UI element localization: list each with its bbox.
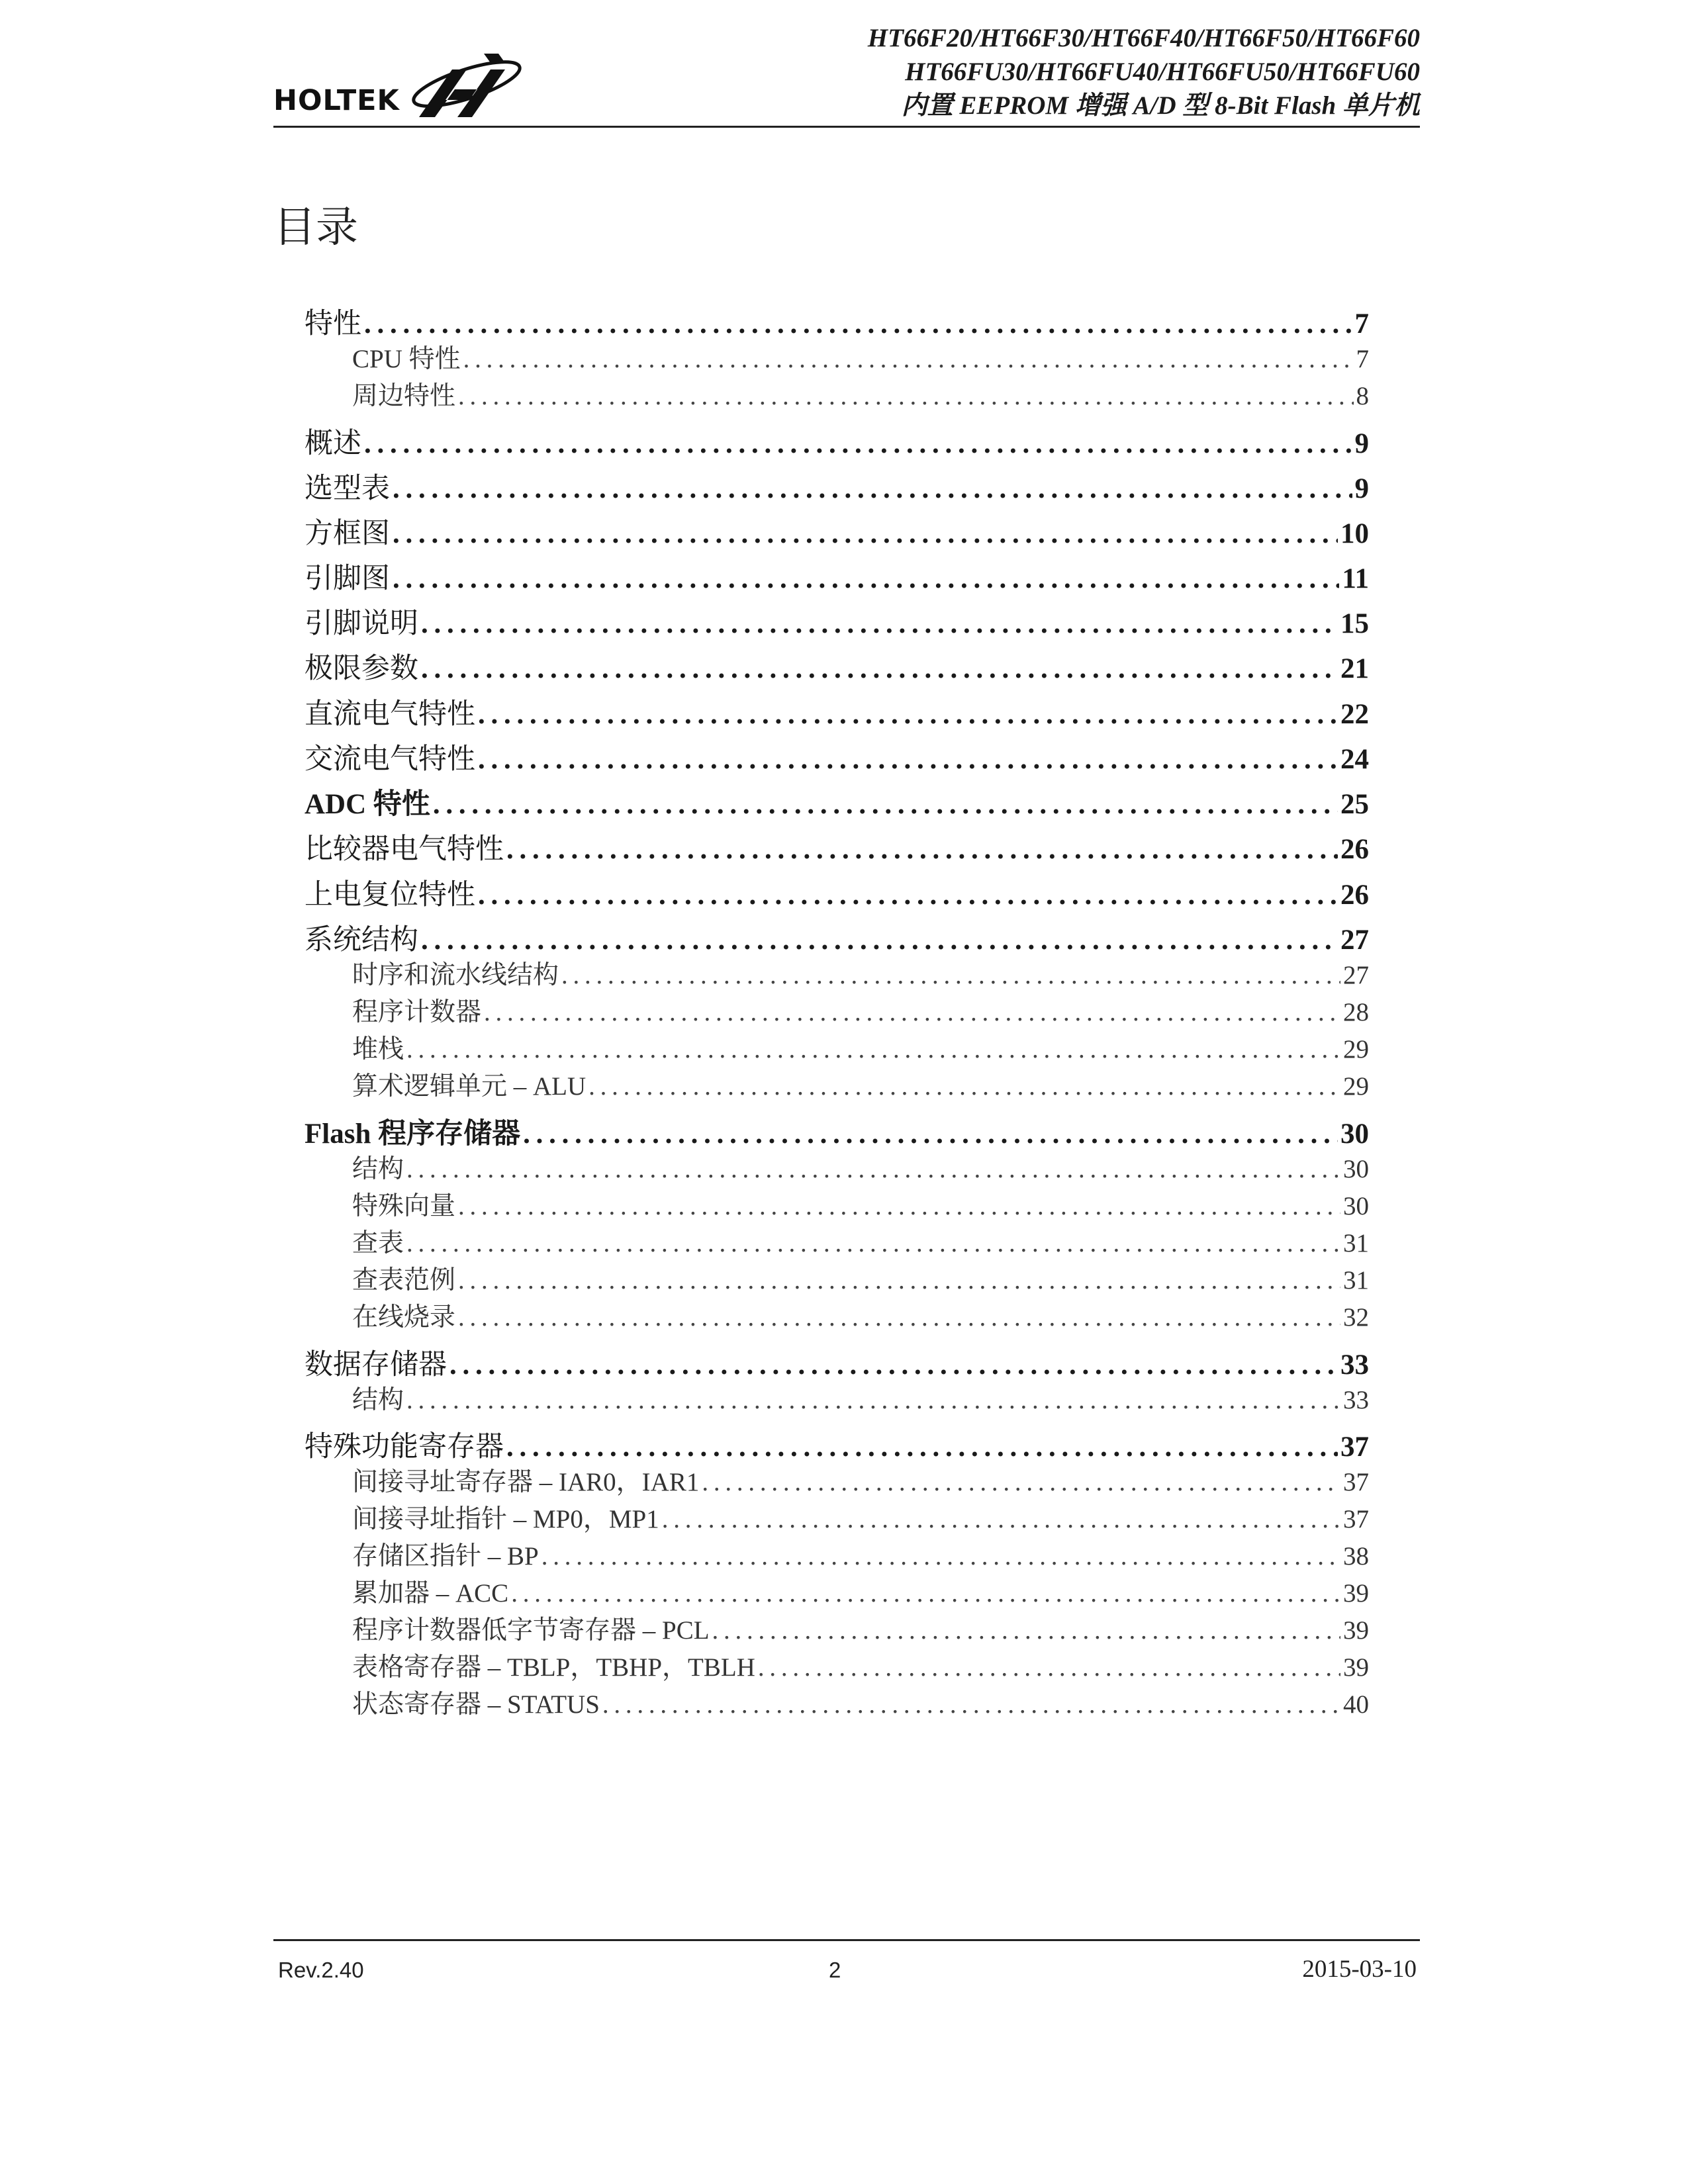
toc-page-number: 33: [1340, 1349, 1369, 1381]
toc-leader-dots: [662, 1504, 1340, 1534]
toc-chapter-entry[interactable]: [305, 827, 1369, 867]
toc-entry-title: 查表: [352, 1229, 404, 1257]
toc-entry-title: 在线烧录: [352, 1303, 456, 1332]
toc-chapter-entry[interactable]: [305, 692, 1369, 732]
toc-entry-title: 时序和流水线结构: [352, 961, 559, 989]
toc-page-number: 30: [1340, 1118, 1369, 1150]
toc-entry-title: 查表范例: [352, 1266, 456, 1295]
toc-page-number: 29: [1343, 1072, 1369, 1101]
toc-page-number: 40: [1343, 1690, 1369, 1719]
toc-section-entry[interactable]: [305, 1259, 1369, 1297]
header-line-1: HT66F20/HT66F30/HT66F40/HT66F50/HT66F60: [867, 24, 1420, 52]
toc-page-number: 27: [1340, 925, 1369, 956]
toc-chapter-entry[interactable]: [305, 421, 1369, 461]
toc-page-number: 33: [1343, 1386, 1369, 1414]
toc-page-number: 31: [1343, 1229, 1369, 1257]
toc-page-number: 7: [1356, 345, 1369, 373]
toc-entry-title: 间接寻址寄存器 – IAR0，IAR1: [352, 1468, 700, 1496]
toc-section-entry[interactable]: [305, 1148, 1369, 1185]
toc-page-number: 26: [1340, 880, 1369, 911]
logo-text: HOLTEK: [273, 84, 400, 117]
toc-chapter-entry[interactable]: [305, 556, 1369, 596]
toc-entry-title: 引脚说明: [305, 607, 418, 640]
toc-section-entry[interactable]: [305, 1535, 1369, 1572]
toc-chapter-entry[interactable]: [305, 737, 1369, 777]
toc-page-number: 10: [1340, 518, 1369, 549]
toc-page-number: 24: [1340, 744, 1369, 775]
toc-page-number: 37: [1343, 1505, 1369, 1533]
toc-leader-dots: [364, 428, 1352, 460]
toc-section-entry[interactable]: [305, 1297, 1369, 1334]
revision-label: Rev.2.40: [278, 1958, 364, 1982]
footer-divider: [273, 1939, 1420, 1941]
toc-entry-title: 比较器电气特性: [305, 833, 504, 866]
toc-section-entry[interactable]: [305, 1066, 1369, 1103]
toc-entry-title: 特性: [305, 307, 361, 340]
toc-entry-title: CPU 特性: [352, 345, 461, 373]
toc-leader-dots: [406, 1154, 1340, 1184]
toc-entry-title: 上电复位特性: [305, 878, 475, 911]
toc-leader-dots: [421, 608, 1338, 640]
toc-entry-title: 表格寄存器 – TBLP，TBHP，TBLH: [352, 1653, 755, 1682]
toc-leader-dots: [406, 1385, 1340, 1415]
toc-section-entry[interactable]: [305, 1222, 1369, 1259]
toc-entry-title: 状态寄存器 – STATUS: [352, 1690, 600, 1719]
page-title: 目录: [273, 203, 358, 252]
toc-leader-dots: [758, 1653, 1340, 1682]
toc-entry-title: 直流电气特性: [305, 698, 475, 731]
toc-page-number: 30: [1343, 1155, 1369, 1183]
toc-leader-dots: [458, 381, 1353, 411]
toc-entry-title: 选型表: [305, 472, 390, 505]
toc-section-entry[interactable]: [305, 1572, 1369, 1610]
toc-chapter-entry[interactable]: [305, 782, 1369, 822]
toc-leader-dots: [478, 879, 1338, 911]
toc-section-entry[interactable]: [305, 1461, 1369, 1498]
toc-page-number: 21: [1340, 653, 1369, 684]
toc-entry-title: 极限参数: [305, 652, 418, 685]
toc-page-number: 8: [1356, 382, 1369, 410]
toc-entry-title: 结构: [352, 1155, 404, 1183]
toc-page-number: 22: [1340, 699, 1369, 730]
toc-leader-dots: [406, 1034, 1340, 1064]
toc-chapter-entry[interactable]: [305, 1111, 1369, 1152]
toc-entry-title: 引脚图: [305, 562, 390, 595]
toc-entry-title: 系统结构: [305, 923, 418, 956]
page-number: 2: [829, 1958, 841, 1982]
toc-entry-title: 间接寻址指针 – MP0，MP1: [352, 1505, 659, 1533]
toc-leader-dots: [511, 1578, 1340, 1608]
toc-leader-dots: [478, 698, 1338, 731]
toc-section-entry[interactable]: [305, 375, 1369, 412]
toc-section-entry[interactable]: [305, 954, 1369, 991]
holtek-wings-icon: [406, 43, 525, 122]
toc-leader-dots: [364, 308, 1352, 340]
toc-leader-dots: [393, 563, 1339, 595]
toc-chapter-entry[interactable]: [305, 301, 1369, 341]
toc-page-number: 39: [1343, 1616, 1369, 1645]
toc-leader-dots: [484, 997, 1340, 1027]
toc-page-number: 9: [1354, 428, 1369, 459]
toc-chapter-entry[interactable]: [305, 1342, 1369, 1383]
toc-entry-title: 累加器 – ACC: [352, 1579, 509, 1608]
toc-entry-title: 特殊功能寄存器: [305, 1430, 504, 1463]
document-date: 2015-03-10: [1302, 1956, 1417, 1983]
toc-leader-dots: [421, 924, 1338, 956]
toc-leader-dots: [458, 1191, 1340, 1221]
toc-leader-dots: [406, 1228, 1340, 1258]
toc-leader-dots: [458, 1302, 1340, 1332]
toc-leader-dots: [393, 473, 1352, 505]
toc-leader-dots: [449, 1349, 1338, 1381]
header-line-3: 内置 EEPROM 增强 A/D 型 8-Bit Flash 单片机: [901, 91, 1420, 120]
toc-chapter-entry[interactable]: [305, 511, 1369, 551]
toc-leader-dots: [506, 833, 1338, 866]
toc-leader-dots: [702, 1467, 1340, 1497]
toc-entry-title: 存储区指针 – BP: [352, 1542, 539, 1570]
toc-page-number: 29: [1343, 1035, 1369, 1064]
toc-section-entry[interactable]: [305, 991, 1369, 1028]
toc-chapter-entry[interactable]: [305, 1424, 1369, 1465]
toc-page-number: 7: [1354, 308, 1369, 340]
toc-entry-title: 程序计数器低字节寄存器 – PCL: [352, 1616, 710, 1645]
header-divider: [273, 126, 1420, 128]
toc-leader-dots: [523, 1118, 1338, 1150]
toc-page-number: 39: [1343, 1579, 1369, 1608]
toc-page-number: 31: [1343, 1266, 1369, 1295]
toc-section-entry[interactable]: [305, 1185, 1369, 1222]
toc-chapter-entry[interactable]: [305, 917, 1369, 958]
toc-page-number: 37: [1340, 1432, 1369, 1463]
toc-page-number: 28: [1343, 998, 1369, 1026]
toc-page-number: 38: [1343, 1542, 1369, 1570]
toc-leader-dots: [561, 960, 1340, 990]
holtek-logo: [273, 43, 525, 122]
toc-entry-title: 算术逻辑单元 – ALU: [352, 1072, 586, 1101]
toc-page-number: 9: [1354, 473, 1369, 504]
document-header-titles: [868, 21, 1420, 122]
toc-section-entry[interactable]: [305, 338, 1369, 375]
toc-section-entry[interactable]: [305, 1379, 1369, 1416]
toc-entry-title: 堆栈: [352, 1035, 404, 1064]
toc-entry-title: 交流电气特性: [305, 743, 475, 776]
toc-page-number: 37: [1343, 1468, 1369, 1496]
toc-page-number: 27: [1343, 961, 1369, 989]
toc-page-number: 26: [1340, 834, 1369, 865]
header-line-2: HT66FU30/HT66FU40/HT66FU50/HT66FU60: [905, 58, 1420, 86]
toc-page-number: 11: [1342, 563, 1369, 594]
toc-leader-dots: [393, 518, 1338, 550]
toc-leader-dots: [602, 1690, 1340, 1719]
toc-entry-title: 概述: [305, 427, 361, 460]
toc-entry-title: ADC 特性: [305, 789, 430, 820]
toc-leader-dots: [541, 1541, 1340, 1571]
toc-section-entry[interactable]: [305, 1498, 1369, 1535]
toc-page-number: 32: [1343, 1303, 1369, 1332]
toc-entry-title: 数据存储器: [305, 1348, 447, 1381]
toc-leader-dots: [588, 1071, 1340, 1101]
toc-entry-title: 程序计数器: [352, 998, 482, 1026]
toc-entry-title: 结构: [352, 1386, 404, 1414]
toc-entry-title: 周边特性: [352, 382, 456, 410]
toc-leader-dots: [478, 743, 1338, 776]
toc-leader-dots: [712, 1615, 1340, 1645]
toc-chapter-entry[interactable]: [305, 872, 1369, 913]
toc-section-entry[interactable]: [305, 1647, 1369, 1684]
toc-section-entry[interactable]: [305, 1610, 1369, 1647]
toc-section-entry[interactable]: [305, 1684, 1369, 1721]
toc-entry-title: 特殊向量: [352, 1192, 456, 1220]
toc-leader-dots: [421, 653, 1338, 685]
toc-leader-dots: [433, 788, 1338, 821]
toc-leader-dots: [458, 1265, 1340, 1295]
toc-chapter-entry[interactable]: [305, 466, 1369, 506]
toc-section-entry[interactable]: [305, 1028, 1369, 1066]
toc-page-number: 25: [1340, 789, 1369, 820]
toc-chapter-entry[interactable]: [305, 646, 1369, 686]
toc-page-number: 39: [1343, 1653, 1369, 1682]
toc-leader-dots: [506, 1431, 1338, 1463]
toc-leader-dots: [463, 344, 1354, 374]
toc-entry-title: 方框图: [305, 517, 390, 550]
toc-entry-title: Flash 程序存储器: [305, 1118, 521, 1150]
toc-chapter-entry[interactable]: [305, 601, 1369, 641]
toc-page-number: 30: [1343, 1192, 1369, 1220]
toc-page-number: 15: [1340, 608, 1369, 639]
